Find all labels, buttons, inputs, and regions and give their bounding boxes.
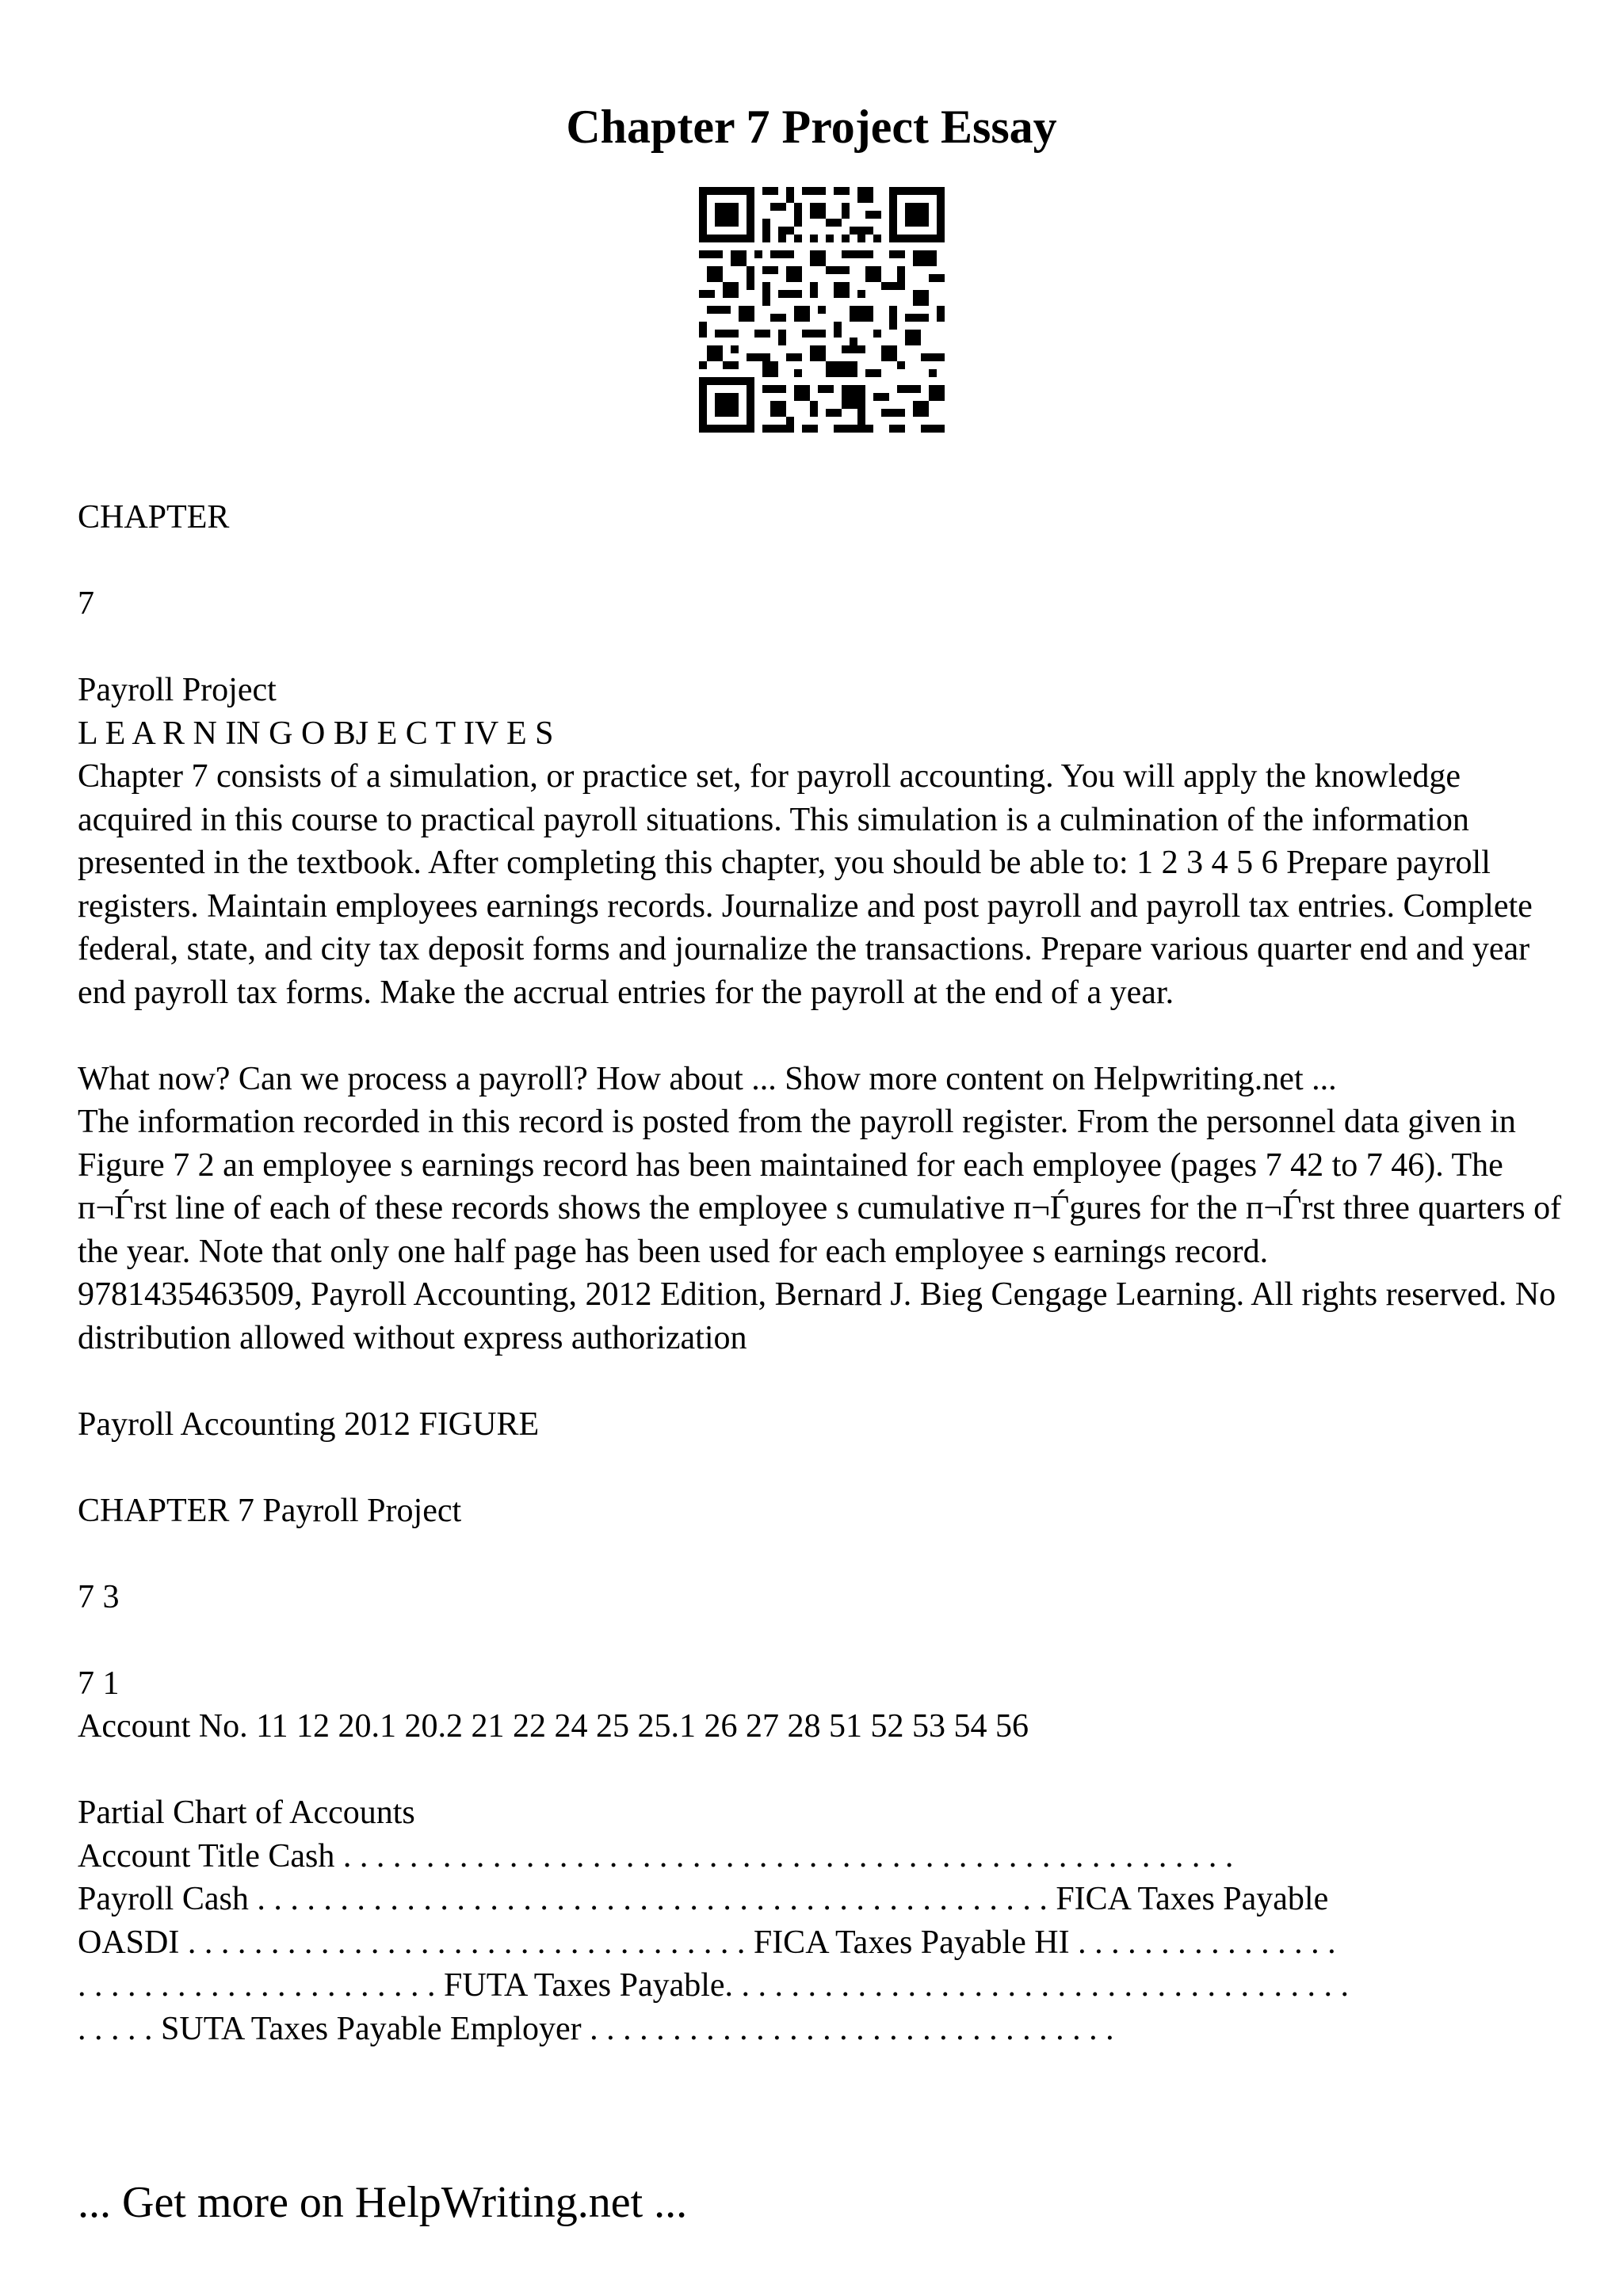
chart-of-accounts-heading: Partial Chart of Accounts	[78, 1794, 415, 1831]
chapter-heading: Payroll Project	[78, 672, 277, 708]
account-line: Payroll Cash . . . . . . . . . . . . . . . . . . . . . . . . . . . . . . . . . . . . . . . . . . . . . . . . FICA Taxes Payable	[78, 1881, 1329, 1917]
figure-caption: Payroll Accounting 2012 FIGURE	[78, 1405, 540, 1443]
account-line: . . . . . . . . . . . . . . . . . . . . . . FUTA Taxes Payable. . . . . . . . . . . . . . . . . . . . . . . . . . . . . . . . . . . . . .	[78, 1967, 1350, 2004]
intro-paragraph: Chapter 7 consists of a simulation, or practice set, for payroll accounting. You will apply the knowledge acquired in this course to practical payroll situations. This simulation is a culmination of the information presented in the textbook. After completing this chapter, you should be able to: 1 2 3 4 5 6 Prepare payroll registers. Maintain employees earnings records. Journalize and post payroll and payroll tax entries. Complete federal, state, and city tax deposit forms and journalize the transactions. Prepare various quarter end and year end payroll tax forms. Make the accrual entries for the payroll at the end of a year.	[78, 758, 1541, 1011]
earnings-record-paragraph: The information recorded in this record is posted from the payroll register. From the personnel data given in Figure 7 2 an employee s earnings record has been maintained for each employee (pages 7 42 to 7 46). The п¬Ѓrst line of each of these records shows the employee s cumulative п¬Ѓgures for the п¬Ѓrst three quarters of the year. Note that only one half page has been used for each employee s earnings record.	[78, 1104, 1570, 1270]
document-body	[78, 496, 1568, 2050]
show-more-line: What now? Can we process a payroll? How about ... Show more content on Helpwriting.net ...	[78, 1060, 1337, 1097]
figure-number: 7 1	[78, 1665, 120, 1702]
learning-objectives-heading: L E A R N IN G O BJ E C T IV E S	[78, 715, 554, 752]
account-line: OASDI . . . . . . . . . . . . . . . . . . . . . . . . . . . . . . . . . . FICA Taxes Payable HI . . . . . . . . . . . . . . . .	[78, 1924, 1336, 1961]
chapter-label: CHAPTER	[78, 499, 230, 536]
account-line: Account Title Cash . . . . . . . . . . . . . . . . . . . . . . . . . . . . . . . . . . . . . . . . . . . . . . . . . . . . . .	[78, 1837, 1234, 1875]
page-number: 7 3	[78, 1578, 120, 1615]
account-line: . . . . . SUTA Taxes Payable Employer . . . . . . . . . . . . . . . . . . . . . . . . . . . . . . . .	[78, 2010, 1114, 2047]
running-header: CHAPTER 7 Payroll Project	[78, 1492, 462, 1529]
page-title: Chapter 7 Project Essay	[566, 101, 1057, 153]
copyright-paragraph: 9781435463509, Payroll Accounting, 2012 Edition, Bernard J. Bieg Cengage Learning. All rights reserved. No distribution allowed without express authorization	[78, 1276, 1564, 1356]
get-more-link[interactable]: ... Get more on HelpWriting.net ...	[78, 2178, 688, 2227]
qr-code-icon	[699, 187, 945, 433]
chapter-number: 7	[78, 585, 94, 622]
account-numbers: Account No. 11 12 20.1 20.2 21 22 24 25 25.1 26 27 28 51 52 53 54 56	[78, 1708, 1029, 1745]
